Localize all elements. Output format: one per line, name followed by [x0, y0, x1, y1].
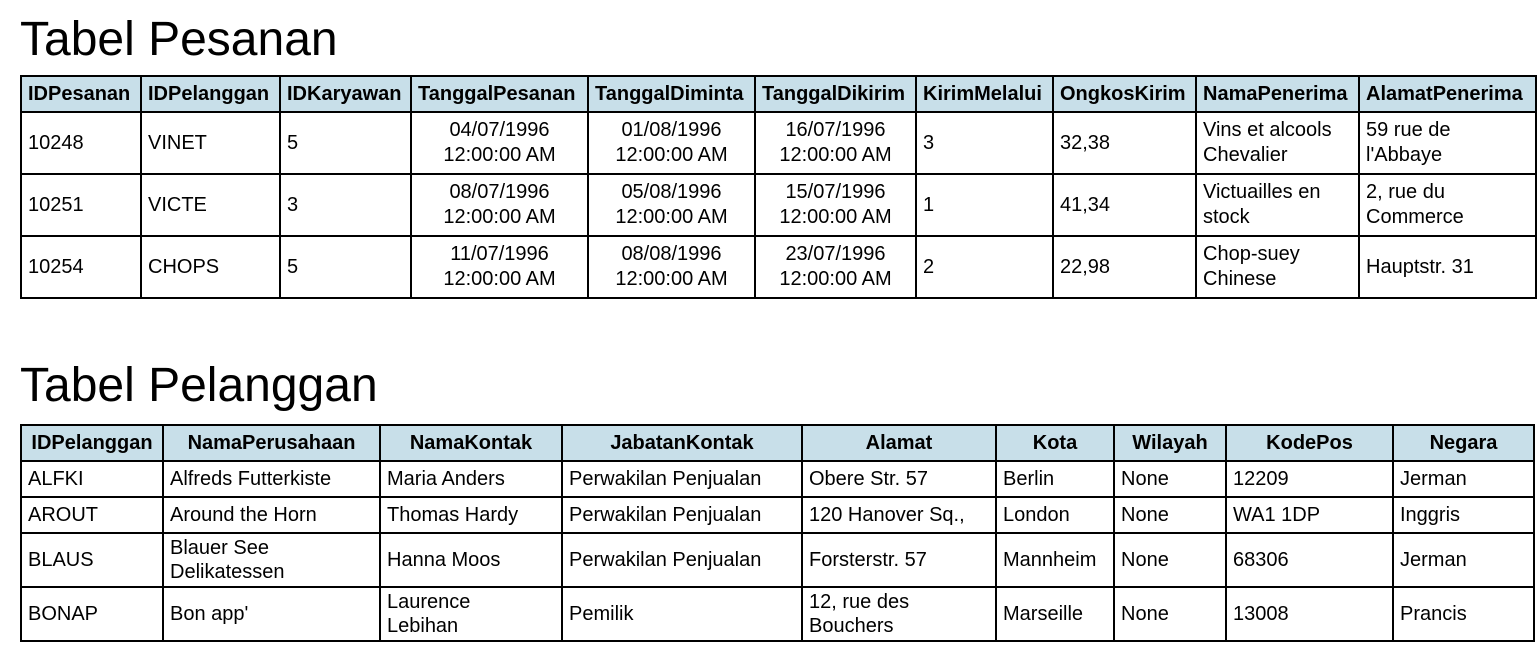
contact-title-cell: Perwakilan Penjualan: [562, 533, 802, 587]
region-cell: None: [1114, 497, 1226, 533]
orders-header-cell: NamaPenerima: [1196, 76, 1359, 112]
region-cell: None: [1114, 587, 1226, 641]
ship-address-cell: Hauptstr. 31: [1359, 236, 1536, 298]
address-cell: Forsterstr. 57: [802, 533, 996, 587]
city-cell: Mannheim: [996, 533, 1114, 587]
shipped-date-cell: 15/07/1996 12:00:00 AM: [755, 174, 916, 236]
customers-header-row: [21, 425, 1534, 461]
country-cell: Inggris: [1393, 497, 1534, 533]
order-date-cell: 08/07/1996 12:00:00 AM: [411, 174, 588, 236]
contact-title-cell: Perwakilan Penjualan: [562, 497, 802, 533]
orders-header-cell: IDPelanggan: [141, 76, 280, 112]
customers-table: [20, 424, 1535, 642]
orders-header-cell: TanggalDikirim: [755, 76, 916, 112]
orders-table-title: Tabel Pesanan: [20, 13, 338, 66]
customers-header-cell: Wilayah: [1114, 425, 1226, 461]
freight-cell: 22,98: [1053, 236, 1196, 298]
customers-row: [21, 497, 1534, 533]
address-cell: Obere Str. 57: [802, 461, 996, 497]
customers-table-title: Tabel Pelanggan: [20, 359, 378, 412]
customer-id-cell: BONAP: [21, 587, 163, 641]
contact-name-cell: Maria Anders: [380, 461, 562, 497]
ship-via-cell: 3: [916, 112, 1053, 174]
region-cell: None: [1114, 533, 1226, 587]
customers-row: [21, 533, 1534, 587]
employee-id-cell: 3: [280, 174, 411, 236]
customers-row: [21, 587, 1534, 641]
customer-id-cell: ALFKI: [21, 461, 163, 497]
company-name-cell: Around the Horn: [163, 497, 380, 533]
orders-header-row: [21, 76, 1536, 112]
customers-header-cell: Kota: [996, 425, 1114, 461]
ship-name-cell: Victuailles en stock: [1196, 174, 1359, 236]
customers-header-cell: NamaKontak: [380, 425, 562, 461]
contact-name-cell: Laurence Lebihan: [380, 587, 562, 641]
postal-code-cell: 13008: [1226, 587, 1393, 641]
postal-code-cell: 12209: [1226, 461, 1393, 497]
required-date-cell: 08/08/1996 12:00:00 AM: [588, 236, 755, 298]
city-cell: Berlin: [996, 461, 1114, 497]
contact-name-cell: Thomas Hardy: [380, 497, 562, 533]
country-cell: Jerman: [1393, 533, 1534, 587]
ship-address-cell: 2, rue du Commerce: [1359, 174, 1536, 236]
orders-header-cell: IDPesanan: [21, 76, 141, 112]
country-cell: Prancis: [1393, 587, 1534, 641]
employee-id-cell: 5: [280, 236, 411, 298]
customer-id-cell: AROUT: [21, 497, 163, 533]
orders-header-cell: TanggalPesanan: [411, 76, 588, 112]
postal-code-cell: 68306: [1226, 533, 1393, 587]
employee-id-cell: 5: [280, 112, 411, 174]
orders-row: [21, 112, 1536, 174]
orders-header-cell: KirimMelalui: [916, 76, 1053, 112]
order-date-cell: 04/07/1996 12:00:00 AM: [411, 112, 588, 174]
company-name-cell: Alfreds Futterkiste: [163, 461, 380, 497]
city-cell: Marseille: [996, 587, 1114, 641]
order-date-cell: 11/07/1996 12:00:00 AM: [411, 236, 588, 298]
freight-cell: 32,38: [1053, 112, 1196, 174]
customers-row: [21, 461, 1534, 497]
company-name-cell: Blauer See Delikatessen: [163, 533, 380, 587]
orders-header-cell: OngkosKirim: [1053, 76, 1196, 112]
address-cell: 12, rue des Bouchers: [802, 587, 996, 641]
customers-header-cell: NamaPerusahaan: [163, 425, 380, 461]
customer-id-cell: VINET: [141, 112, 280, 174]
order-id-cell: 10248: [21, 112, 141, 174]
ship-address-cell: 59 rue de l'Abbaye: [1359, 112, 1536, 174]
postal-code-cell: WA1 1DP: [1226, 497, 1393, 533]
customer-id-cell: BLAUS: [21, 533, 163, 587]
city-cell: London: [996, 497, 1114, 533]
ship-via-cell: 1: [916, 174, 1053, 236]
customers-header-cell: JabatanKontak: [562, 425, 802, 461]
orders-header-cell: TanggalDiminta: [588, 76, 755, 112]
orders-header-cell: AlamatPenerima: [1359, 76, 1536, 112]
customers-header-cell: KodePos: [1226, 425, 1393, 461]
orders-header-cell: IDKaryawan: [280, 76, 411, 112]
orders-table: [20, 75, 1537, 299]
customers-header-cell: Alamat: [802, 425, 996, 461]
required-date-cell: 01/08/1996 12:00:00 AM: [588, 112, 755, 174]
company-name-cell: Bon app': [163, 587, 380, 641]
customers-header-cell: Negara: [1393, 425, 1534, 461]
shipped-date-cell: 23/07/1996 12:00:00 AM: [755, 236, 916, 298]
order-id-cell: 10251: [21, 174, 141, 236]
country-cell: Jerman: [1393, 461, 1534, 497]
ship-via-cell: 2: [916, 236, 1053, 298]
orders-row: [21, 236, 1536, 298]
contact-title-cell: Pemilik: [562, 587, 802, 641]
ship-name-cell: Chop-suey Chinese: [1196, 236, 1359, 298]
address-cell: 120 Hanover Sq.,: [802, 497, 996, 533]
freight-cell: 41,34: [1053, 174, 1196, 236]
customers-header-cell: IDPelanggan: [21, 425, 163, 461]
ship-name-cell: Vins et alcools Chevalier: [1196, 112, 1359, 174]
orders-row: [21, 174, 1536, 236]
region-cell: None: [1114, 461, 1226, 497]
required-date-cell: 05/08/1996 12:00:00 AM: [588, 174, 755, 236]
customer-id-cell: VICTE: [141, 174, 280, 236]
order-id-cell: 10254: [21, 236, 141, 298]
shipped-date-cell: 16/07/1996 12:00:00 AM: [755, 112, 916, 174]
contact-name-cell: Hanna Moos: [380, 533, 562, 587]
contact-title-cell: Perwakilan Penjualan: [562, 461, 802, 497]
customer-id-cell: CHOPS: [141, 236, 280, 298]
